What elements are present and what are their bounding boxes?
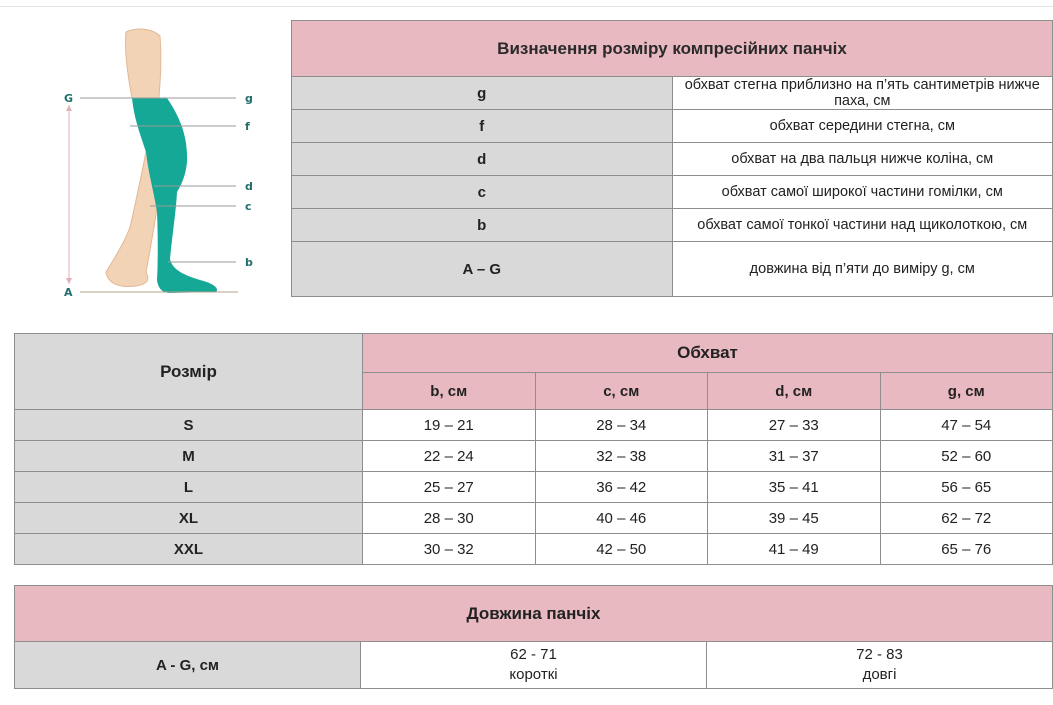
definition-row	[292, 77, 1053, 110]
label-G: G	[64, 92, 74, 105]
definition-row	[292, 176, 1053, 209]
label-g: g	[245, 92, 253, 105]
length-option-long	[707, 642, 1053, 689]
leg-skin-shape	[125, 29, 160, 98]
label-A: A	[64, 286, 73, 299]
label-d: d	[245, 180, 253, 193]
definition-desc: обхват середини стегна, см	[672, 110, 1053, 143]
size-value: 52 – 60	[880, 441, 1053, 472]
size-value: 30 – 32	[363, 534, 536, 565]
size-value: 47 – 54	[880, 410, 1053, 441]
size-value: 28 – 30	[363, 503, 536, 534]
size-label: M	[15, 441, 363, 472]
length-name: довгі	[862, 666, 897, 683]
size-value: 25 – 27	[363, 472, 536, 503]
size-value: 56 – 65	[880, 472, 1053, 503]
size-value: 36 – 42	[535, 472, 708, 503]
length-title: Довжина панчіх	[15, 586, 1053, 642]
size-header: Розмір	[15, 334, 363, 410]
size-value: 42 – 50	[535, 534, 708, 565]
stocking-length-table	[14, 585, 1053, 689]
size-value: 19 – 21	[363, 410, 536, 441]
definition-code: d	[292, 143, 673, 176]
label-c: c	[245, 200, 252, 213]
arrow-down-icon	[66, 278, 72, 284]
table-row	[15, 410, 1053, 441]
size-value: 35 – 41	[708, 472, 881, 503]
length-label: A - G, см	[15, 642, 361, 689]
size-label: S	[15, 410, 363, 441]
definition-code: b	[292, 209, 673, 242]
definition-row	[292, 209, 1053, 242]
definition-code: f	[292, 110, 673, 143]
arrow-up-icon	[66, 105, 72, 111]
definition-desc: обхват самої широкої частини гомілки, см	[672, 176, 1053, 209]
length-range: 62 - 71	[510, 646, 557, 663]
size-label: XL	[15, 503, 363, 534]
size-value: 28 – 34	[535, 410, 708, 441]
label-b: b	[245, 256, 253, 269]
column-header-g: g, см	[880, 373, 1053, 410]
size-chart-table	[14, 333, 1053, 565]
definition-code: g	[292, 77, 673, 110]
top-divider	[0, 6, 1053, 7]
column-header-b: b, см	[363, 373, 536, 410]
definitions-title: Визначення розміру компресійних панчіх	[292, 21, 1053, 77]
column-header-c: c, см	[535, 373, 708, 410]
size-value: 62 – 72	[880, 503, 1053, 534]
size-value: 40 – 46	[535, 503, 708, 534]
definition-row	[292, 143, 1053, 176]
definition-code: c	[292, 176, 673, 209]
size-value: 39 – 45	[708, 503, 881, 534]
size-value: 65 – 76	[880, 534, 1053, 565]
size-label: XXL	[15, 534, 363, 565]
definition-desc: обхват на два пальця нижче коліна, см	[672, 143, 1053, 176]
definition-desc: обхват самої тонкої частини над щиколоткою, см	[672, 209, 1053, 242]
leg-measurement-diagram	[50, 22, 280, 312]
length-option-short	[361, 642, 707, 689]
size-value: 32 – 38	[535, 441, 708, 472]
definition-code: A – G	[292, 242, 673, 297]
girth-header: Обхват	[363, 334, 1053, 373]
definition-desc: обхват стегна приблизно на п’ять сантиметрів нижче паха, см	[672, 77, 1053, 110]
size-value: 41 – 49	[708, 534, 881, 565]
measurement-definitions-table	[291, 20, 1053, 297]
length-name: короткі	[509, 666, 558, 683]
definition-desc: довжина від п’яти до виміру g, см	[672, 242, 1053, 297]
label-f: f	[245, 120, 250, 133]
table-row	[15, 472, 1053, 503]
size-value: 22 – 24	[363, 441, 536, 472]
table-row	[15, 441, 1053, 472]
length-range: 72 - 83	[856, 646, 903, 663]
size-value: 31 – 37	[708, 441, 881, 472]
size-label: L	[15, 472, 363, 503]
column-header-d: d, см	[708, 373, 881, 410]
size-value: 27 – 33	[708, 410, 881, 441]
table-row	[15, 503, 1053, 534]
definition-row	[292, 242, 1053, 297]
table-row	[15, 534, 1053, 565]
definition-row	[292, 110, 1053, 143]
